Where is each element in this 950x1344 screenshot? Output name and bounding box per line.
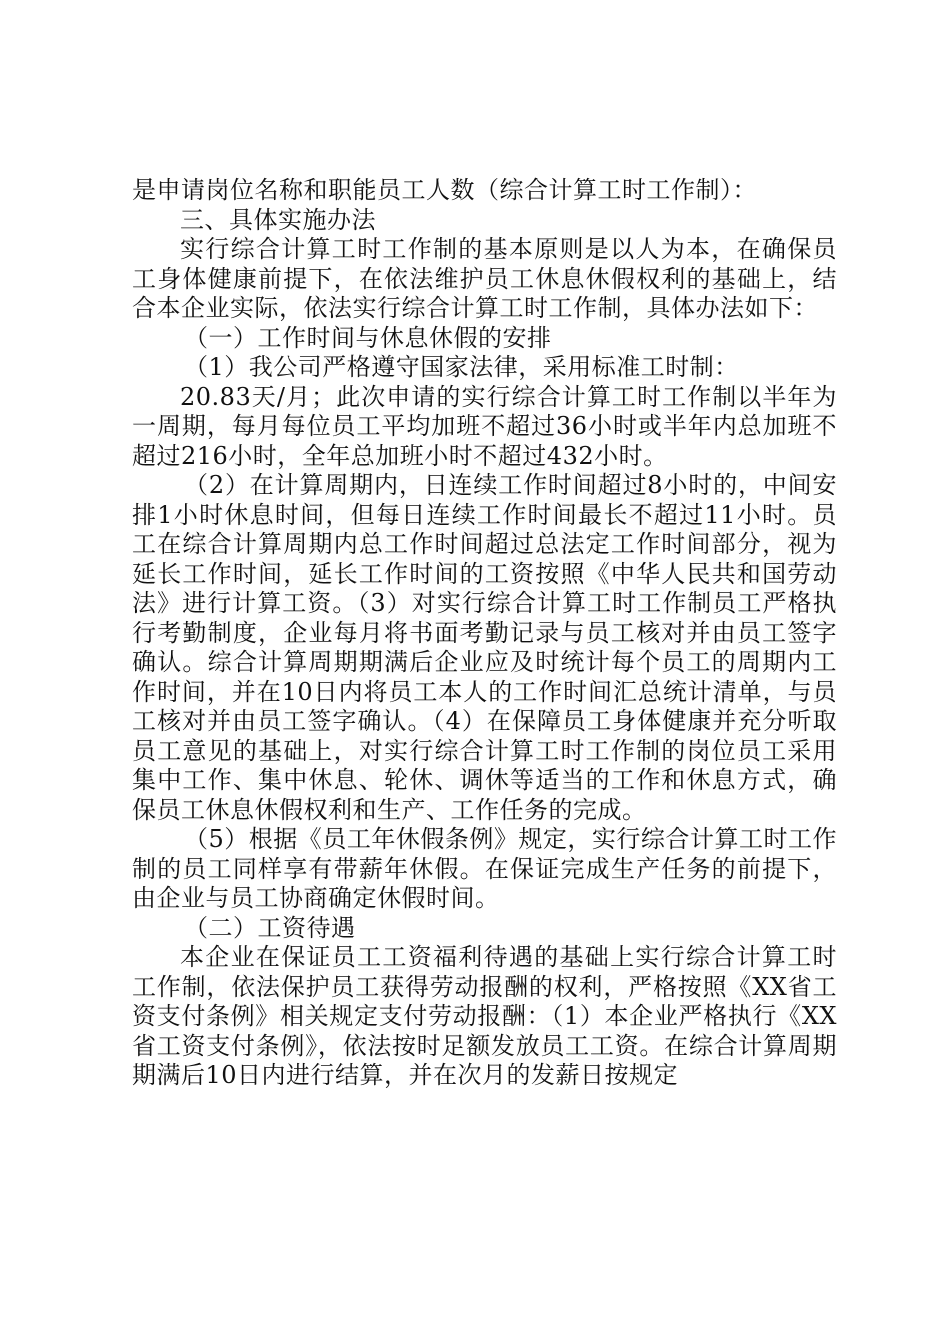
paragraph-overtime: 20.83天/月；此次申请的实行综合计算工时工作制以半年为一周期，每月每位员工平均加班不超过36小时或半年内总加班不超过216小时，全年总加班小时不超过432小时。 — [132, 382, 837, 470]
subheading-wages: （二）工资待遇 — [184, 913, 356, 942]
paragraph-intro: 是申请岗位名称和职能员工人数（综合计算工时工作制）： — [132, 176, 757, 204]
paragraph-item-2-4: （2）在计算周期内，日连续工作时间超过8小时的，中间安排1小时休息时间，但每日连续工作时间最长不超过11小时。员工在综合计算周期内总工作时间超过总法定工作时间部分，视为延长工作时间，延长工作时间的工资按照《中华人民共和国劳动法》进行计算工资。（3）对实行综合计算工时工作制员工严格执行考勤制度，企业每月将书面考勤记录与员工核对并由员工签字确认。综合计算周期期满后企业应及时统计每个员工的周期内工作时间，并在10日内将员工本人的工作时间汇总统计清单，与员工核对并由员工签字确认。（4）在保障员工身体健康并充分听取员工意见的基础上，对实行综合计算工时工作制的岗位员工采用集中工作、集中休息、轮休、调休等适当的工作和休息方式，确保员工休息休假权利和生产、工作任务的完成。 — [132, 471, 837, 824]
paragraph-item-1: （1）我公司严格遵守国家法律，采用标准工时制： — [184, 353, 739, 381]
paragraph-principle: 实行综合计算工时工作制的基本原则是以人为本，在确保员工身体健康前提下，在依法维护员工休息休假权利的基础上，结合本企业实际，依法实行综合计算工时工作制，具体办法如下： — [132, 235, 837, 322]
document-body — [132, 176, 837, 1091]
section-heading-implementation: 三、具体实施办法 — [180, 205, 376, 234]
subheading-work-rest: （一）工作时间与休息休假的安排 — [184, 323, 552, 352]
paragraph-wages: 本企业在保证员工工资福利待遇的基础上实行综合计算工时工作制，依法保护员工获得劳动报酬的权利，严格按照《XX省工资支付条例》相关规定支付劳动报酬：（1）本企业严格执行《XX省工资支付条例》，依法按时足额发放员工工资。在综合计算周期期满后10日内进行结算，并在次月的发薪日按规定 — [132, 943, 837, 1089]
paragraph-item-5: （5）根据《员工年休假条例》规定，实行综合计算工时工作制的员工同样享有带薪年休假。在保证完成生产任务的前提下，由企业与员工协商确定休假时间。 — [132, 825, 837, 912]
